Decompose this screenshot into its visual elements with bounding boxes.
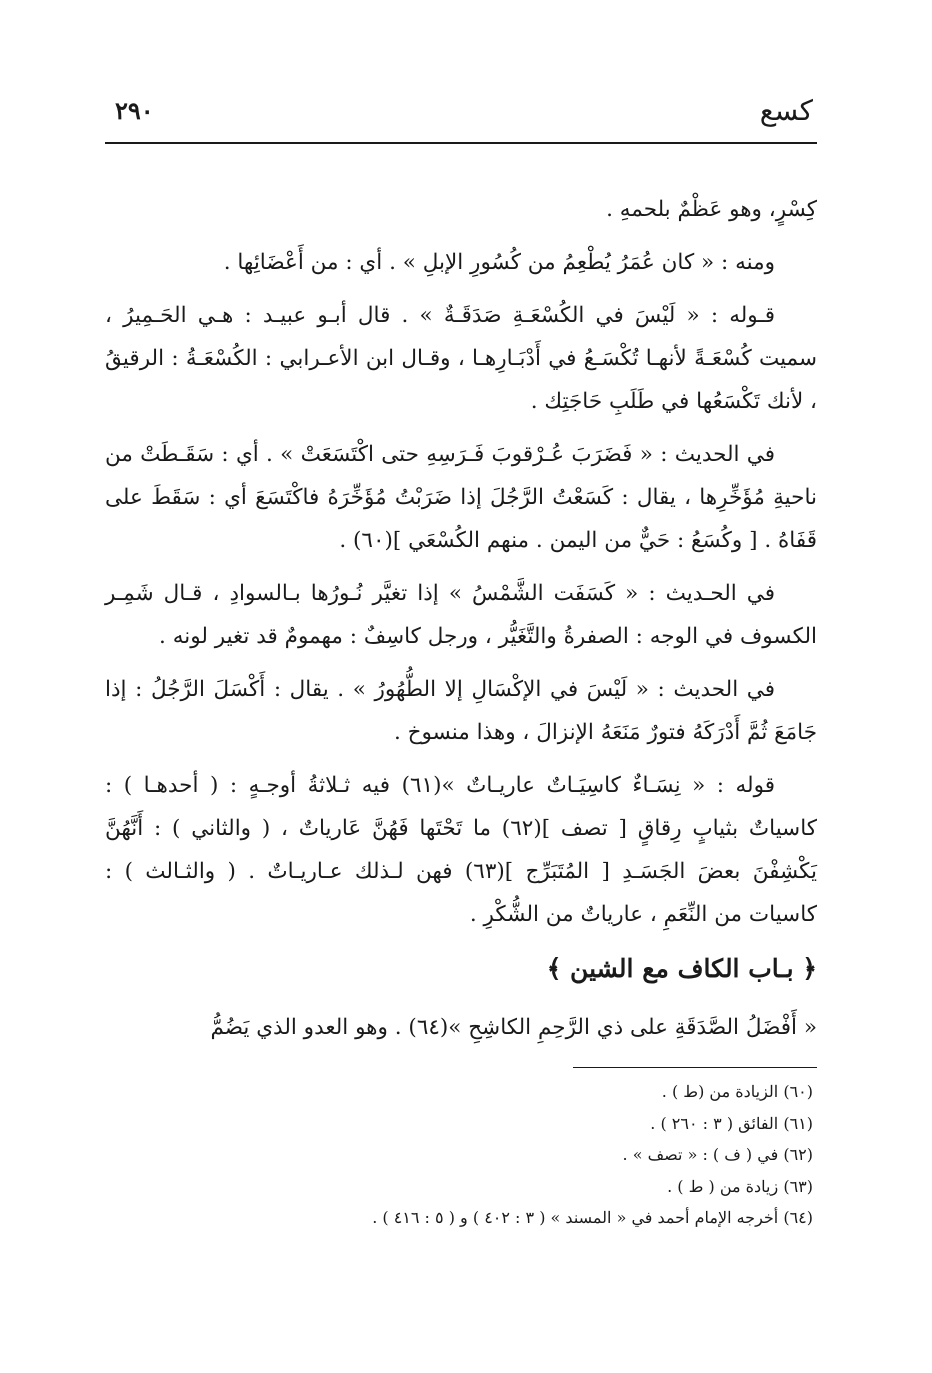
paragraph: في الحديث : « فَضَرَبَ عُـرْقوبَ فَـرَسِهِ حتى اكْتَسَعَتْ » . أي : سَقَـطَتْ من ناحيةِ مُؤَخِّرِها ، يقال : كَسَعْتُ الرَّجُلَ إذا ضَرَبْتُ مُؤَخِّرَهُ فاكْتَسَعَ أي : سَقَطَ على قَفَاهُ . [ وكُسَعُ : حَيٌّ من اليمن . منهم الكُسْعَي ](٦٠) . <box>105 442 817 553</box>
footnote: (٦١) الفائق ( ٣ : ٢٦٠ ) . <box>650 1113 813 1133</box>
main-text <box>105 188 817 1049</box>
paragraph: كِسْرٍ، وهو عَظْمٌ بلحمهِ . <box>606 197 817 222</box>
footnote: (٦٤) أخرجه الإمام أحمد في « المسند » ( ٣ : ٤٠٢ ) و ( ٥ : ٤١٦ ) . <box>372 1208 813 1227</box>
paragraph: في الحـديث : « كَسَفَت الشَّمْسُ » إذا تغيَّر نُـورُها بـالسوادِ ، قـال شَمِـر الكسوف في الوجه : الصفرةُ والتَّغَيُّر ، ورجل كاسِفٌ : مهمومٌ قد تغير لونه . <box>105 581 817 649</box>
footnote-divider <box>573 1067 817 1068</box>
paragraph: قـوله : « لَيْسَ في الكُسْعَـةِ صَدَقَـةٌ » . قال أبـو عبيـد : هـي الحَـمِيرُ ، سميت كُسْعَـةً لأنهـا تُكْسَـعُ في أَدْبَـارِهـا ، وقـال ابن الأعـرابي : الكُسْعَـةُ : الرقيقُ ، لأنك تَكْسَعُها في طَلَبِ حَاجَتِك . <box>105 303 817 414</box>
paragraph: قوله : « نِسَـاءٌ كاسِيَـاتٌ عاريـاتٌ »(٦١) فيه ثـلاثةُ أوجـهٍ : ( أحدهـا ) : كاسياتٌ بثيابٍ رِقاقٍ [ تصف ](٦٢) ما تَحْتَها فَهُنَّ عَارياتٌ ، ( والثاني ) : أَنَّهُنَّ يَكْشِفْنَ بعضَ الجَسَـدِ [ المُتَبَرِّج ](٦٣) فهن لـذلك عـاريـاتٌ . ( والثـالث ) : كاسيات من النِّعَمِ ، عارياتٌ من الشُّكْرِ . <box>105 773 817 927</box>
running-header <box>105 80 817 144</box>
footnote: (٦٢) في ( ف ) : « تصف » . <box>622 1145 813 1164</box>
footnote: (٦٣) زيادة من ( ط ) . <box>667 1176 813 1196</box>
footnote: (٦٠) الزيادة من (ط ) . <box>661 1082 813 1101</box>
paragraph: « أَفْضَلُ الصَّدَقَةِ على ذي الرَّحِمِ الكاشِحِ »(٦٤) . وهو العدو الذي يَضُمُّ <box>210 1015 817 1040</box>
paragraph: ومنه : « كان عُمَرُ يُطْعِمُ من كُسُورِ الإبلِ » . أي : من أَعْضَائِها . <box>223 250 775 275</box>
footnotes <box>105 1076 817 1234</box>
section-heading: ﴿ بـاب الكاف مع الشين ﴾ <box>546 954 817 983</box>
book-page <box>105 80 817 1320</box>
header-root-word: كسع <box>759 94 813 127</box>
paragraph: في الحديث : « لَيْسَ في الإكْسَالِ إلا الطُّهُورُ » . يقال : أَكْسَلَ الرَّجُلُ : إذا جَامَعَ ثُمَّ أَدْرَكَهُ فتورٌ مَنَعَهُ الإنزالَ ، وهذا منسوخ . <box>105 677 817 745</box>
page-number: ٢٩٠ <box>115 96 154 125</box>
